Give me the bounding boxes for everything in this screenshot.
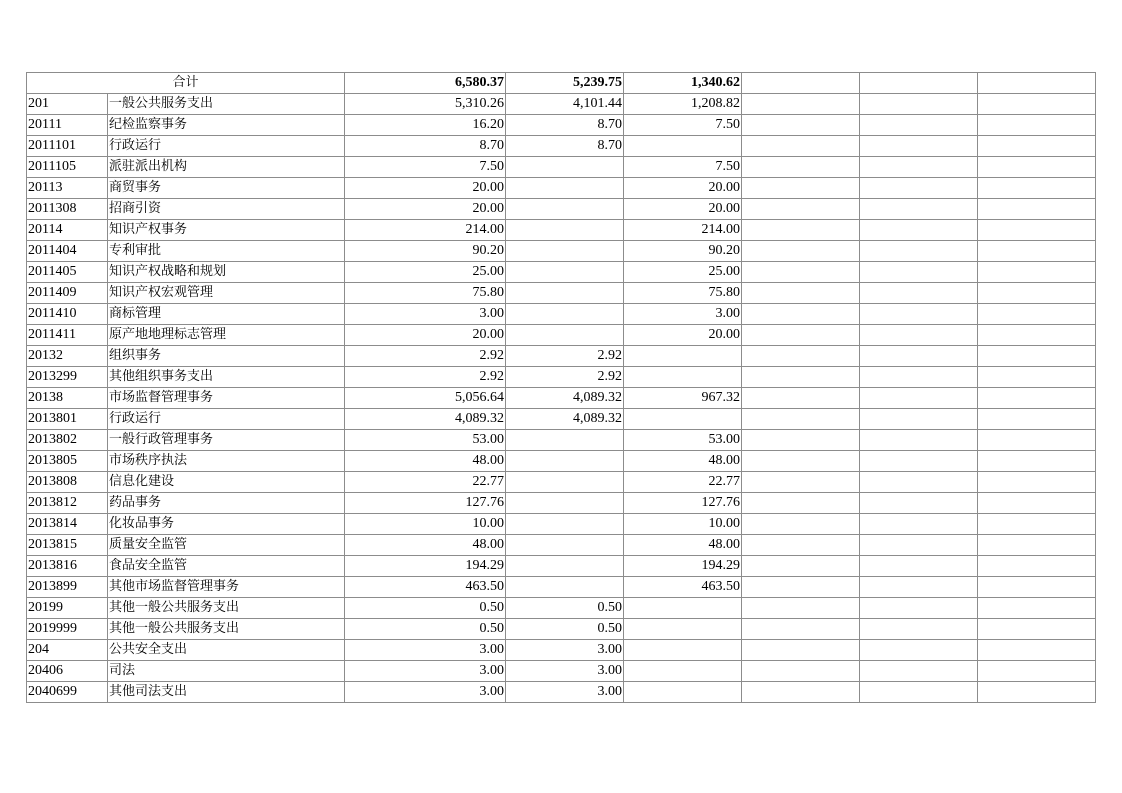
basic-amount-cell: 2.92: [506, 346, 624, 367]
basic-amount-cell: 3.00: [506, 682, 624, 703]
total-amount-cell: 20.00: [345, 325, 506, 346]
name-cell: 行政运行: [108, 136, 345, 157]
total-amount-cell: 25.00: [345, 262, 506, 283]
basic-amount-cell: [506, 493, 624, 514]
table-row: [27, 325, 1096, 346]
table-body: [27, 73, 1096, 703]
empty-cell: [978, 451, 1096, 472]
name-cell: 商贸事务: [108, 178, 345, 199]
empty-cell: [860, 325, 978, 346]
project-amount-cell: 90.20: [624, 241, 742, 262]
name-cell: 商标管理: [108, 304, 345, 325]
empty-cell: [860, 178, 978, 199]
empty-cell: [742, 136, 860, 157]
total-amount-cell: 48.00: [345, 535, 506, 556]
table-row: [27, 493, 1096, 514]
empty-cell: [742, 262, 860, 283]
name-cell: 派驻派出机构: [108, 157, 345, 178]
empty-cell: [860, 157, 978, 178]
code-cell: 2013802: [27, 430, 108, 451]
basic-amount-cell: 3.00: [506, 661, 624, 682]
table-row: [27, 451, 1096, 472]
empty-cell: [978, 304, 1096, 325]
name-cell: 招商引资: [108, 199, 345, 220]
total-amount-cell: 3.00: [345, 304, 506, 325]
project-amount-cell: 3.00: [624, 304, 742, 325]
project-amount-cell: [624, 682, 742, 703]
name-cell: 纪检监察事务: [108, 115, 345, 136]
basic-amount-cell: [506, 262, 624, 283]
name-cell: 知识产权战略和规划: [108, 262, 345, 283]
empty-cell: [742, 640, 860, 661]
name-cell: 药品事务: [108, 493, 345, 514]
empty-cell: [860, 535, 978, 556]
name-cell: 一般公共服务支出: [108, 94, 345, 115]
project-amount-cell: 127.76: [624, 493, 742, 514]
table-row: [27, 157, 1096, 178]
table-row: [27, 199, 1096, 220]
basic-amount-cell: 8.70: [506, 136, 624, 157]
basic-amount-cell: [506, 430, 624, 451]
empty-cell: [742, 409, 860, 430]
table-row: [27, 241, 1096, 262]
empty-cell: [742, 535, 860, 556]
project-amount-cell: 48.00: [624, 451, 742, 472]
table-row: [27, 472, 1096, 493]
table-row: [27, 304, 1096, 325]
name-cell: 专利审批: [108, 241, 345, 262]
empty-cell: [742, 367, 860, 388]
empty-cell: [860, 262, 978, 283]
empty-cell: [742, 556, 860, 577]
empty-cell: [742, 283, 860, 304]
basic-amount-cell: 4,089.32: [506, 409, 624, 430]
basic-amount-cell: [506, 325, 624, 346]
total-row: [27, 73, 1096, 94]
project-amount-cell: [624, 640, 742, 661]
empty-cell: [978, 640, 1096, 661]
empty-cell: [978, 682, 1096, 703]
project-amount-cell: 967.32: [624, 388, 742, 409]
table-row: [27, 577, 1096, 598]
project-amount-cell: [624, 619, 742, 640]
code-cell: 2013801: [27, 409, 108, 430]
code-cell: 20132: [27, 346, 108, 367]
project-amount-cell: 22.77: [624, 472, 742, 493]
code-cell: 2013815: [27, 535, 108, 556]
empty-cell: [860, 73, 978, 94]
empty-cell: [860, 640, 978, 661]
empty-cell: [742, 178, 860, 199]
empty-cell: [742, 157, 860, 178]
project-amount-cell: 463.50: [624, 577, 742, 598]
empty-cell: [860, 472, 978, 493]
total-amount-cell: 194.29: [345, 556, 506, 577]
table-row: [27, 619, 1096, 640]
name-cell: 其他一般公共服务支出: [108, 619, 345, 640]
empty-cell: [978, 346, 1096, 367]
code-cell: 2011404: [27, 241, 108, 262]
empty-cell: [742, 304, 860, 325]
table-row: [27, 430, 1096, 451]
project-amount-cell: 53.00: [624, 430, 742, 451]
empty-cell: [742, 199, 860, 220]
empty-cell: [978, 556, 1096, 577]
empty-cell: [978, 136, 1096, 157]
basic-amount-cell: [506, 556, 624, 577]
code-cell: 20199: [27, 598, 108, 619]
total-amount-cell: 6,580.37: [345, 73, 506, 94]
name-cell: 公共安全支出: [108, 640, 345, 661]
empty-cell: [860, 115, 978, 136]
empty-cell: [860, 556, 978, 577]
table-row: [27, 283, 1096, 304]
table-row: [27, 514, 1096, 535]
total-amount-cell: 75.80: [345, 283, 506, 304]
empty-cell: [742, 493, 860, 514]
code-cell: 20406: [27, 661, 108, 682]
empty-cell: [978, 577, 1096, 598]
basic-amount-cell: 2.92: [506, 367, 624, 388]
name-cell: 食品安全监管: [108, 556, 345, 577]
project-amount-cell: 7.50: [624, 157, 742, 178]
code-cell: 2013899: [27, 577, 108, 598]
code-cell: 2013814: [27, 514, 108, 535]
code-cell: 2011411: [27, 325, 108, 346]
table-row: [27, 115, 1096, 136]
table-row: [27, 661, 1096, 682]
empty-cell: [978, 535, 1096, 556]
table-row: [27, 598, 1096, 619]
empty-cell: [742, 598, 860, 619]
name-cell: 行政运行: [108, 409, 345, 430]
table-row: [27, 388, 1096, 409]
empty-cell: [978, 283, 1096, 304]
empty-cell: [742, 619, 860, 640]
empty-cell: [742, 514, 860, 535]
total-amount-cell: 5,056.64: [345, 388, 506, 409]
code-cell: 2011101: [27, 136, 108, 157]
empty-cell: [860, 241, 978, 262]
empty-cell: [978, 325, 1096, 346]
empty-cell: [978, 493, 1096, 514]
project-amount-cell: 194.29: [624, 556, 742, 577]
name-cell: 一般行政管理事务: [108, 430, 345, 451]
empty-cell: [860, 283, 978, 304]
empty-cell: [860, 367, 978, 388]
total-amount-cell: 16.20: [345, 115, 506, 136]
empty-cell: [978, 220, 1096, 241]
basic-amount-cell: [506, 199, 624, 220]
project-amount-cell: [624, 136, 742, 157]
basic-amount-cell: [506, 283, 624, 304]
total-amount-cell: 22.77: [345, 472, 506, 493]
basic-amount-cell: 8.70: [506, 115, 624, 136]
total-amount-cell: 5,310.26: [345, 94, 506, 115]
total-amount-cell: 48.00: [345, 451, 506, 472]
empty-cell: [860, 430, 978, 451]
code-cell: 2013812: [27, 493, 108, 514]
total-amount-cell: 10.00: [345, 514, 506, 535]
name-cell: 其他一般公共服务支出: [108, 598, 345, 619]
empty-cell: [742, 241, 860, 262]
code-cell: 204: [27, 640, 108, 661]
code-cell: 201: [27, 94, 108, 115]
basic-amount-cell: 0.50: [506, 619, 624, 640]
table-row: [27, 682, 1096, 703]
empty-cell: [860, 619, 978, 640]
project-amount-cell: [624, 409, 742, 430]
project-amount-cell: [624, 661, 742, 682]
project-amount-cell: [624, 598, 742, 619]
project-amount-cell: 48.00: [624, 535, 742, 556]
empty-cell: [978, 241, 1096, 262]
table-row: [27, 346, 1096, 367]
code-cell: 2011105: [27, 157, 108, 178]
name-cell: 其他市场监督管理事务: [108, 577, 345, 598]
total-amount-cell: 0.50: [345, 598, 506, 619]
empty-cell: [860, 514, 978, 535]
total-amount-cell: 214.00: [345, 220, 506, 241]
name-cell: 化妆品事务: [108, 514, 345, 535]
table-row: [27, 220, 1096, 241]
total-amount-cell: 127.76: [345, 493, 506, 514]
project-amount-cell: 7.50: [624, 115, 742, 136]
empty-cell: [978, 619, 1096, 640]
name-cell: 组织事务: [108, 346, 345, 367]
basic-amount-cell: [506, 472, 624, 493]
empty-cell: [742, 682, 860, 703]
basic-amount-cell: 0.50: [506, 598, 624, 619]
empty-cell: [978, 388, 1096, 409]
empty-cell: [860, 493, 978, 514]
project-amount-cell: 10.00: [624, 514, 742, 535]
project-amount-cell: 20.00: [624, 325, 742, 346]
basic-amount-cell: [506, 157, 624, 178]
empty-cell: [742, 346, 860, 367]
total-label: 合计: [27, 73, 345, 94]
basic-amount-cell: 4,089.32: [506, 388, 624, 409]
table-row: [27, 535, 1096, 556]
total-amount-cell: 463.50: [345, 577, 506, 598]
empty-cell: [860, 94, 978, 115]
total-amount-cell: 2.92: [345, 367, 506, 388]
empty-cell: [978, 514, 1096, 535]
total-amount-cell: 20.00: [345, 178, 506, 199]
basic-amount-cell: 4,101.44: [506, 94, 624, 115]
code-cell: 20138: [27, 388, 108, 409]
project-amount-cell: 1,208.82: [624, 94, 742, 115]
empty-cell: [860, 409, 978, 430]
name-cell: 原产地地理标志管理: [108, 325, 345, 346]
code-cell: 20111: [27, 115, 108, 136]
name-cell: 其他组织事务支出: [108, 367, 345, 388]
code-cell: 2011410: [27, 304, 108, 325]
name-cell: 质量安全监管: [108, 535, 345, 556]
code-cell: 2013299: [27, 367, 108, 388]
code-cell: 2019999: [27, 619, 108, 640]
basic-amount-cell: [506, 451, 624, 472]
basic-amount-cell: [506, 514, 624, 535]
empty-cell: [860, 451, 978, 472]
name-cell: 其他司法支出: [108, 682, 345, 703]
empty-cell: [742, 430, 860, 451]
empty-cell: [860, 388, 978, 409]
table-row: [27, 94, 1096, 115]
empty-cell: [742, 388, 860, 409]
table-row: [27, 262, 1096, 283]
basic-amount-cell: [506, 220, 624, 241]
empty-cell: [978, 262, 1096, 283]
expenditure-table: [26, 72, 1096, 703]
code-cell: 2013805: [27, 451, 108, 472]
empty-cell: [742, 325, 860, 346]
empty-cell: [742, 94, 860, 115]
total-amount-cell: 90.20: [345, 241, 506, 262]
empty-cell: [860, 199, 978, 220]
total-amount-cell: 20.00: [345, 199, 506, 220]
empty-cell: [742, 577, 860, 598]
basic-amount-cell: [506, 241, 624, 262]
empty-cell: [978, 178, 1096, 199]
total-amount-cell: 53.00: [345, 430, 506, 451]
empty-cell: [978, 94, 1096, 115]
total-amount-cell: 4,089.32: [345, 409, 506, 430]
code-cell: 2011405: [27, 262, 108, 283]
project-amount-cell: [624, 346, 742, 367]
basic-amount-cell: [506, 178, 624, 199]
empty-cell: [978, 472, 1096, 493]
table-row: [27, 556, 1096, 577]
name-cell: 市场秩序执法: [108, 451, 345, 472]
total-amount-cell: 3.00: [345, 640, 506, 661]
empty-cell: [978, 115, 1096, 136]
total-amount-cell: 2.92: [345, 346, 506, 367]
total-amount-cell: 3.00: [345, 682, 506, 703]
empty-cell: [860, 136, 978, 157]
empty-cell: [978, 367, 1096, 388]
empty-cell: [742, 73, 860, 94]
empty-cell: [860, 598, 978, 619]
empty-cell: [860, 661, 978, 682]
empty-cell: [860, 577, 978, 598]
name-cell: 市场监督管理事务: [108, 388, 345, 409]
total-project-cell: 1,340.62: [624, 73, 742, 94]
empty-cell: [978, 409, 1096, 430]
code-cell: 2013816: [27, 556, 108, 577]
total-amount-cell: 3.00: [345, 661, 506, 682]
code-cell: 2011409: [27, 283, 108, 304]
name-cell: 知识产权事务: [108, 220, 345, 241]
empty-cell: [742, 220, 860, 241]
project-amount-cell: [624, 367, 742, 388]
empty-cell: [742, 472, 860, 493]
empty-cell: [860, 682, 978, 703]
code-cell: 2040699: [27, 682, 108, 703]
name-cell: 司法: [108, 661, 345, 682]
empty-cell: [860, 220, 978, 241]
empty-cell: [978, 199, 1096, 220]
total-amount-cell: 8.70: [345, 136, 506, 157]
empty-cell: [860, 346, 978, 367]
project-amount-cell: 20.00: [624, 178, 742, 199]
table-row: [27, 409, 1096, 430]
empty-cell: [978, 661, 1096, 682]
empty-cell: [742, 115, 860, 136]
basic-amount-cell: [506, 304, 624, 325]
total-amount-cell: 0.50: [345, 619, 506, 640]
table-row: [27, 640, 1096, 661]
code-cell: 20114: [27, 220, 108, 241]
project-amount-cell: 214.00: [624, 220, 742, 241]
name-cell: 信息化建设: [108, 472, 345, 493]
code-cell: 2011308: [27, 199, 108, 220]
empty-cell: [978, 430, 1096, 451]
total-basic-cell: 5,239.75: [506, 73, 624, 94]
empty-cell: [978, 157, 1096, 178]
code-cell: 20113: [27, 178, 108, 199]
empty-cell: [742, 451, 860, 472]
total-amount-cell: 7.50: [345, 157, 506, 178]
basic-amount-cell: [506, 577, 624, 598]
basic-amount-cell: 3.00: [506, 640, 624, 661]
basic-amount-cell: [506, 535, 624, 556]
empty-cell: [742, 661, 860, 682]
project-amount-cell: 75.80: [624, 283, 742, 304]
empty-cell: [860, 304, 978, 325]
table-row: [27, 178, 1096, 199]
table-row: [27, 136, 1096, 157]
project-amount-cell: 20.00: [624, 199, 742, 220]
name-cell: 知识产权宏观管理: [108, 283, 345, 304]
project-amount-cell: 25.00: [624, 262, 742, 283]
empty-cell: [978, 598, 1096, 619]
empty-cell: [978, 73, 1096, 94]
table-row: [27, 367, 1096, 388]
code-cell: 2013808: [27, 472, 108, 493]
